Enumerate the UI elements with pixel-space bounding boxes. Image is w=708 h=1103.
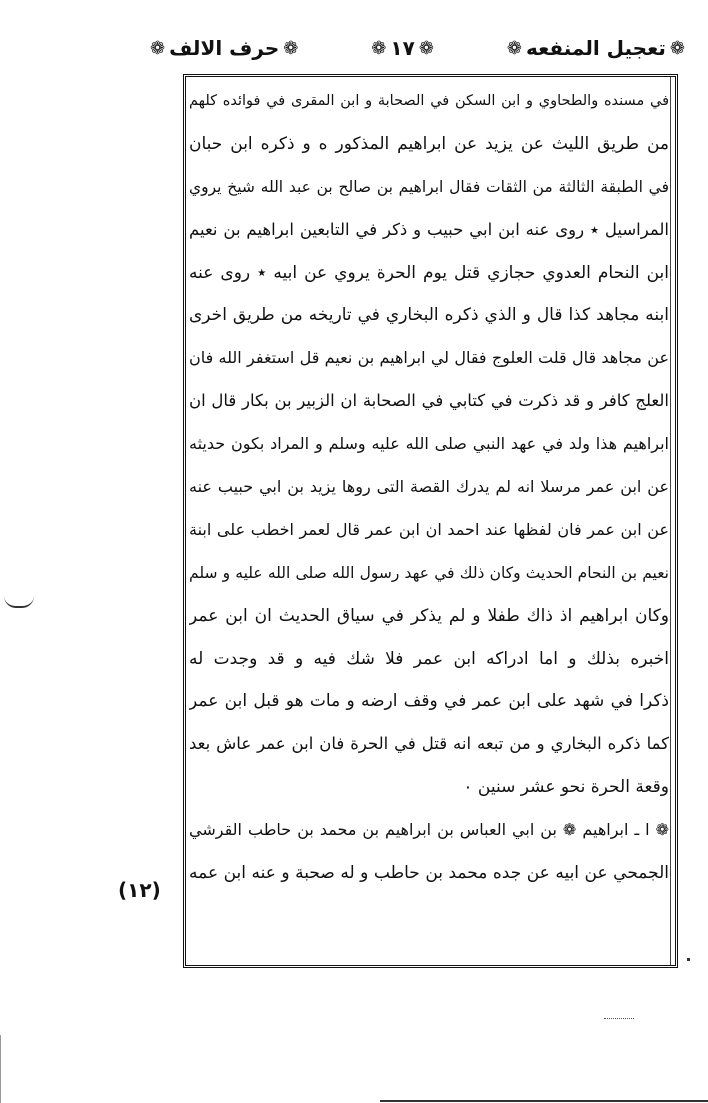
scan-edge-line <box>0 1035 1 1103</box>
scan-margin-mark <box>4 588 34 608</box>
flower-ornament-icon: ❁ <box>371 37 387 59</box>
flower-ornament-icon: ❁ <box>283 37 299 59</box>
body-text <box>189 80 669 895</box>
text-line: عن ابن عمر فان لفظها عند احمد ان ابن عمر قال لعمر اخطب على ابنة <box>189 519 669 539</box>
text-line: في مسنده والطحاوي و ابن السكن في الصحابة و ابن المقرى في فوائده كلهم <box>189 93 669 109</box>
text-line: المراسيل ٭ روى عنه ابن ابي حبيب و ذكر في التابعين ابراهيم بن نعيم <box>189 219 669 239</box>
flower-ornament-icon: ❁ <box>150 37 166 59</box>
scan-smudge <box>604 1010 634 1019</box>
scan-dot <box>687 958 690 961</box>
page-header <box>150 30 685 66</box>
header-book-title-group <box>507 36 685 60</box>
text-line: الجمحي عن ابيه عن جده محمد بن حاطب و له صحبة و عنه ابن عمه <box>189 863 669 884</box>
text-line: ابراهيم هذا ولد في عهد النبي صلى الله عليه وسلم و المراد بكون حديثه <box>189 434 669 454</box>
flower-ornament-icon: ❁ <box>669 37 685 59</box>
header-section-title-group <box>150 36 298 60</box>
entry-heading-line: ❁ ا ـ ابراهيم ❁ بن ابي العباس بن ابراهيم بن محمد بن حاطب القرشي <box>189 820 669 840</box>
text-line: من طريق الليث عن يزيد عن ابراهيم المذكور ه و ذكره ابن حبان <box>189 133 669 154</box>
text-line: نعيم بن النحام الحديث وكان ذلك في عهد رسول الله صلى الله عليه و سلم <box>189 563 669 582</box>
text-line: ابن النحام العدوي حجازي قتل يوم الحرة يروي عن ابيه ٭ روى عنه <box>189 262 669 283</box>
flower-ornament-icon: ❁ <box>418 37 434 59</box>
page-number: ١٧ <box>390 36 415 60</box>
header-page-number-group <box>371 36 434 60</box>
text-line-paragraph-end: وقعة الحرة نحو عشر سنين ٠ <box>463 777 669 798</box>
text-line: عن ابن عمر مرسلا انه لم يدرك القصة التى روها يزيد بن ابي حبيب عنه <box>189 477 669 497</box>
text-line: ذكرا في شهد على ابن عمر في وقف ارضه و مات هو قبل ابن عمر <box>189 691 669 712</box>
flower-ornament-icon: ❁ <box>506 37 522 59</box>
text-line: العلج كافر و قد ذكرت في كتابي في الصحابة ان الزبير بن بكار قال ان <box>189 391 669 411</box>
text-line: وكان ابراهيم اذ ذاك طفلا و لم يذكر في سياق الحديث ان ابن عمر <box>189 605 669 626</box>
text-line: كما ذكره البخاري و من تبعه انه قتل في الحرة فان ابن عمر عاش بعد <box>189 734 669 754</box>
text-line: عن مجاهد قال قلت العلوج فقال لي ابراهيم بن نعيم قل استغفر الله فان <box>189 348 669 368</box>
entry-number: (١٢) <box>118 878 161 902</box>
text-line: ابنه مجاهد كذا قال و الذي ذكره البخاري في تاريخه من طريق اخرى <box>189 305 669 326</box>
header-book-title: تعجيل المنفعه <box>525 36 666 60</box>
text-line: في الطبقة الثالثة من الثقات فقال ابراهيم بن صالح بن عبد الله شيخ يروي <box>189 177 669 196</box>
scan-bottom-edge <box>380 1100 708 1102</box>
text-line: اخبره بذلك و اما ادراكه ابن عمر فلا شك فيه و قد وجدت له <box>189 648 669 669</box>
header-section-title: حرف الالف <box>169 36 280 60</box>
